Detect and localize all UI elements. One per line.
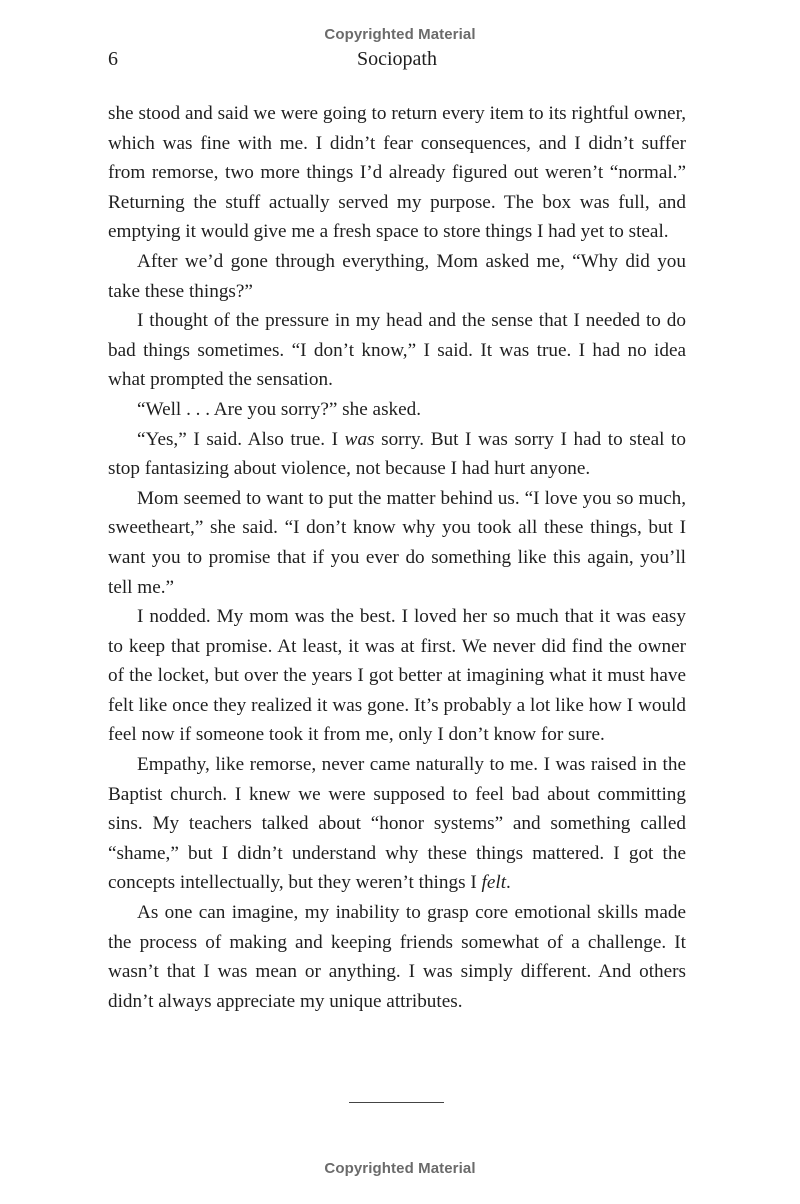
copyright-watermark-bottom: Copyrighted Material [324,1160,476,1177]
emphasis-text: felt [481,872,507,894]
section-break-rule [349,1102,444,1103]
paragraph-text: “Yes,” I said. Also true. I [137,428,345,450]
running-head [108,48,686,76]
paragraph-text: . [506,872,511,894]
paragraph: she stood and said we were going to return every item to its rightful owner, which was fine with me. I didn’t fear consequences, and I didn’t suffer from remorse, two more things I’d already figured out weren’t “normal.” Returning the stuff actually served my purpose. The box was full, and emptying it would give me a fresh space to store things I had yet to steal. [108,103,686,243]
copyright-watermark-top: Copyrighted Material [324,26,476,43]
body-text [108,99,686,1016]
paragraph: I nodded. My mom was the best. I loved her so much that it was easy to keep that promise. At least, it was at first. We never did find the owner of the locket, but over the years I got better at imagining what it must have felt like once they realized it was gone. It’s probably a lot like how I would feel now if someone took it from me, only I don’t know for sure. [108,606,686,746]
emphasis-text: was [344,428,375,450]
paragraph-text: sorry. But I was sorry I had to steal to stop fantasizing about violence, not because I had hurt anyone. [108,428,686,480]
paragraph-text: Empathy, like remorse, never came naturally to me. I was raised in the Baptist church. I knew we were supposed to feel bad about committing sins. My teachers talked about “honor systems” and something called “shame,” but I didn’t understand why these things mattered. I got the concepts intellectually, but they weren’t things I [108,754,686,894]
paragraph: “Well . . . Are you sorry?” she asked. [137,398,422,420]
paragraph [108,425,686,484]
paragraph [108,750,686,898]
paragraph: As one can imagine, my inability to grasp core emotional skills made the process of making and keeping friends somewhat of a challenge. It wasn’t that I was mean or anything. I was simply different. And others didn’t always appreciate my unique attributes. [108,902,686,1012]
paragraph: I thought of the pressure in my head and the sense that I needed to do bad things sometimes. “I don’t know,” I said. It was true. I had no idea what prompted the sensation. [108,310,686,391]
book-title: Sociopath [357,48,437,70]
paragraph: After we’d gone through everything, Mom asked me, “Why did you take these things?” [108,250,686,302]
page-number: 6 [108,48,118,70]
paragraph: Mom seemed to want to put the matter behind us. “I love you so much, sweetheart,” she said. “I don’t know why you took all these things, but I want you to promise that if you ever do something like this again, you’ll tell me.” [108,487,686,598]
